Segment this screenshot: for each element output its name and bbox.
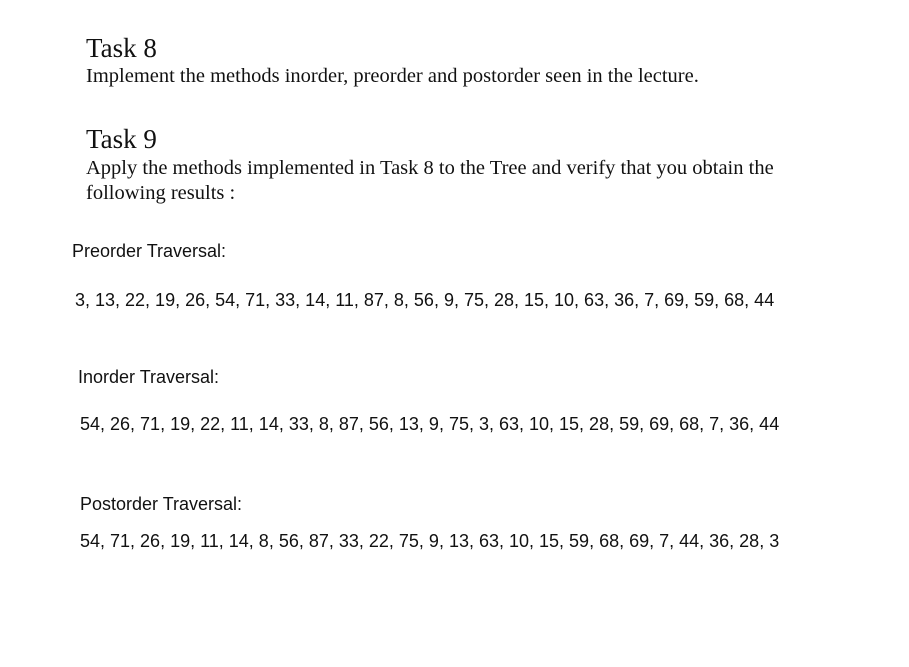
- task8-heading: Task 8: [86, 33, 157, 63]
- task9-instructions: Apply the methods implemented in Task 8 to the Tree and verify that you obtain the following results :: [86, 157, 774, 204]
- inorder-values: 54, 26, 71, 19, 22, 11, 14, 33, 8, 87, 56, 13, 9, 75, 3, 63, 10, 15, 28, 59, 69, 68, 7, 36, 44: [80, 414, 780, 434]
- preorder-heading: Preorder Traversal:: [72, 241, 227, 261]
- task8-instructions: Implement the methods inorder, preorder and postorder seen in the lecture.: [86, 65, 699, 87]
- inorder-heading: Inorder Traversal:: [78, 367, 220, 387]
- postorder-values: 54, 71, 26, 19, 11, 14, 8, 56, 87, 33, 22, 75, 9, 13, 63, 10, 15, 59, 68, 69, 7, 44, 36, 28, 3: [80, 531, 780, 551]
- task9-heading: Task 9: [86, 124, 157, 154]
- postorder-heading: Postorder Traversal:: [80, 494, 243, 514]
- preorder-values: 3, 13, 22, 19, 26, 54, 71, 33, 14, 11, 87, 8, 56, 9, 75, 28, 15, 10, 63, 36, 7, 69, 59, 68, 44: [75, 290, 775, 310]
- postorder-values-clip: [80, 528, 800, 566]
